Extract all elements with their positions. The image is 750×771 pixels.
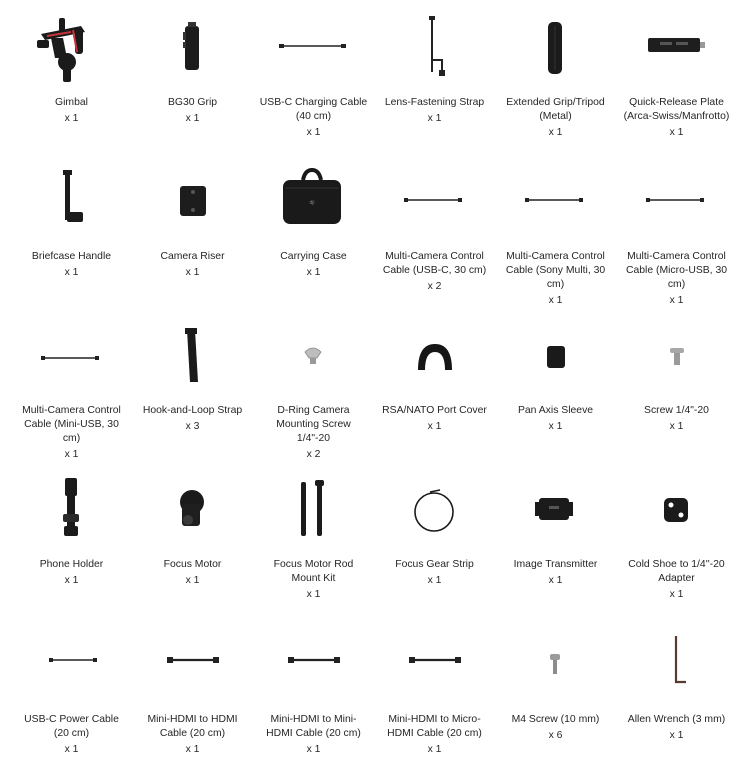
item-quick-release-plate	[616, 0, 737, 154]
item-label: USB-C Charging Cable (40 cm)	[259, 97, 368, 122]
sleeve-icon	[495, 320, 616, 392]
item-quantity: x 1	[185, 744, 200, 755]
item-quantity: x 1	[64, 575, 79, 586]
item-quantity: x 1	[669, 127, 684, 138]
item-mini-hdmi-to-micro-hdmi	[374, 616, 495, 771]
item-quantity: x 1	[427, 575, 442, 586]
item-label: Lens-Fastening Strap	[384, 97, 485, 108]
item-quantity: x 1	[548, 295, 563, 306]
cable-icon	[11, 632, 132, 704]
item-cold-shoe-adapter	[616, 462, 737, 616]
item-quantity: x 1	[427, 113, 442, 124]
item-quantity: x 1	[548, 127, 563, 138]
item-label: Multi-Camera Control Cable (Micro-USB, 30 cm)	[625, 251, 728, 290]
item-screw	[616, 308, 737, 462]
item-m4-screw	[495, 616, 616, 771]
phone-holder-icon	[11, 474, 132, 546]
item-label: Mini-HDMI to Mini-HDMI Cable (20 cm)	[266, 714, 361, 739]
item-label: Carrying Case	[280, 251, 347, 262]
item-quantity: x 1	[185, 575, 200, 586]
item-label: M4 Screw (10 mm)	[511, 714, 600, 725]
riser-icon	[132, 166, 253, 238]
gear-strip-icon	[374, 474, 495, 546]
item-dring-mounting-screw	[253, 308, 374, 462]
item-label: Image Transmitter	[513, 559, 598, 570]
item-mini-hdmi-to-hdmi	[132, 616, 253, 771]
item-quantity: x 1	[64, 267, 79, 278]
item-allen-wrench	[616, 616, 737, 771]
item-quantity: x 1	[306, 267, 321, 278]
item-label: Phone Holder	[39, 559, 104, 570]
item-extended-grip-tripod	[495, 0, 616, 154]
item-label: D-Ring Camera Mounting Screw 1/4"-20	[276, 405, 351, 444]
item-quantity: x 1	[669, 421, 684, 432]
cold-shoe-icon	[616, 474, 737, 546]
item-focus-motor	[132, 462, 253, 616]
cable-icon	[495, 166, 616, 238]
cable-icon	[616, 166, 737, 238]
item-quantity: x 6	[548, 730, 563, 741]
item-label: Multi-Camera Control Cable (USB-C, 30 cm)	[382, 251, 487, 276]
item-label: Focus Gear Strip	[395, 559, 474, 570]
item-quantity: x 1	[427, 421, 442, 432]
item-hook-and-loop-strap	[132, 308, 253, 462]
cable-icon	[374, 166, 495, 238]
item-bg30-grip	[132, 0, 253, 154]
item-label: Hook-and-Loop Strap	[142, 405, 243, 416]
item-label: Pan Axis Sleeve	[517, 405, 594, 416]
cable-icon	[11, 320, 132, 392]
item-quantity: x 1	[548, 421, 563, 432]
item-mcc-cable-mini-usb	[11, 308, 132, 462]
item-quantity: x 1	[64, 113, 79, 124]
item-label: Camera Riser	[160, 251, 225, 262]
item-label: Cold Shoe to 1/4''-20 Adapter	[628, 559, 725, 584]
item-label: USB-C Power Cable (20 cm)	[24, 714, 119, 739]
plate-icon	[616, 12, 737, 84]
item-label: Quick-Release Plate (Arca-Swiss/Manfrotto)	[623, 97, 730, 122]
item-pan-axis-sleeve	[495, 308, 616, 462]
gimbal-icon	[11, 12, 132, 84]
item-quantity: x 1	[306, 744, 321, 755]
item-quantity: x 1	[185, 113, 200, 124]
item-mcc-cable-usbc	[374, 154, 495, 308]
port-cover-icon	[374, 320, 495, 392]
item-label: Mini-HDMI to HDMI Cable (20 cm)	[147, 714, 238, 739]
item-quantity: x 1	[669, 730, 684, 741]
item-image-transmitter	[495, 462, 616, 616]
cable-icon	[253, 12, 374, 84]
item-mcc-cable-sony	[495, 154, 616, 308]
item-label: Focus Motor	[163, 559, 222, 570]
item-label: RSA/NATO Port Cover	[382, 405, 487, 416]
item-quantity: x 1	[548, 575, 563, 586]
dring-screw-icon	[253, 320, 374, 392]
transmitter-icon	[495, 474, 616, 546]
handle-icon	[11, 166, 132, 238]
screw-icon	[616, 320, 737, 392]
item-label: Extended Grip/Tripod (Metal)	[506, 97, 605, 122]
item-usbc-power-cable	[11, 616, 132, 771]
grip-icon	[132, 12, 253, 84]
item-quantity: x 1	[64, 449, 79, 460]
item-label: Multi-Camera Control Cable (Mini-USB, 30 cm)	[22, 405, 121, 444]
item-quantity: x 1	[669, 295, 684, 306]
item-quantity: x 1	[306, 127, 321, 138]
tripod-icon	[495, 12, 616, 84]
strap-icon	[374, 12, 495, 84]
package-contents-grid	[11, 0, 737, 771]
item-usbc-charging-cable	[253, 0, 374, 154]
item-quantity: x 1	[669, 589, 684, 600]
item-quantity: x 1	[306, 589, 321, 600]
svg-text:dji: dji	[309, 200, 315, 206]
item-label: Screw 1/4"-20	[644, 405, 709, 416]
item-phone-holder	[11, 462, 132, 616]
item-lens-fastening-strap	[374, 0, 495, 154]
allen-wrench-icon	[616, 632, 737, 704]
item-quantity: x 2	[427, 281, 442, 292]
item-focus-gear-strip	[374, 462, 495, 616]
item-quantity: x 1	[185, 267, 200, 278]
item-quantity: x 2	[306, 449, 321, 460]
item-mcc-cable-micro-usb	[616, 154, 737, 308]
item-label: Briefcase Handle	[31, 251, 112, 262]
item-quantity: x 1	[64, 744, 79, 755]
item-quantity: x 1	[427, 744, 442, 755]
item-label: Multi-Camera Control Cable (Sony Multi, 30 cm)	[505, 251, 606, 290]
m4-screw-icon	[495, 632, 616, 704]
item-rsa-nato-port-cover	[374, 308, 495, 462]
case-icon	[253, 166, 374, 238]
item-label: Allen Wrench (3 mm)	[627, 714, 726, 725]
item-label: Mini-HDMI to Micro-HDMI Cable (20 cm)	[387, 714, 482, 739]
item-camera-riser	[132, 154, 253, 308]
item-label: Gimbal	[55, 97, 88, 108]
item-mini-hdmi-to-mini-hdmi	[253, 616, 374, 771]
hdmi-cable-icon	[374, 632, 495, 704]
loop-strap-icon	[132, 320, 253, 392]
item-focus-motor-rod-mount-kit	[253, 462, 374, 616]
rod-kit-icon	[253, 474, 374, 546]
item-quantity: x 3	[185, 421, 200, 432]
item-gimbal	[11, 0, 132, 154]
hdmi-cable-icon	[253, 632, 374, 704]
hdmi-cable-icon	[132, 632, 253, 704]
item-label: Focus Motor Rod Mount Kit	[273, 559, 354, 584]
item-carrying-case	[253, 154, 374, 308]
focus-motor-icon	[132, 474, 253, 546]
item-label: BG30 Grip	[167, 97, 218, 108]
item-briefcase-handle	[11, 154, 132, 308]
